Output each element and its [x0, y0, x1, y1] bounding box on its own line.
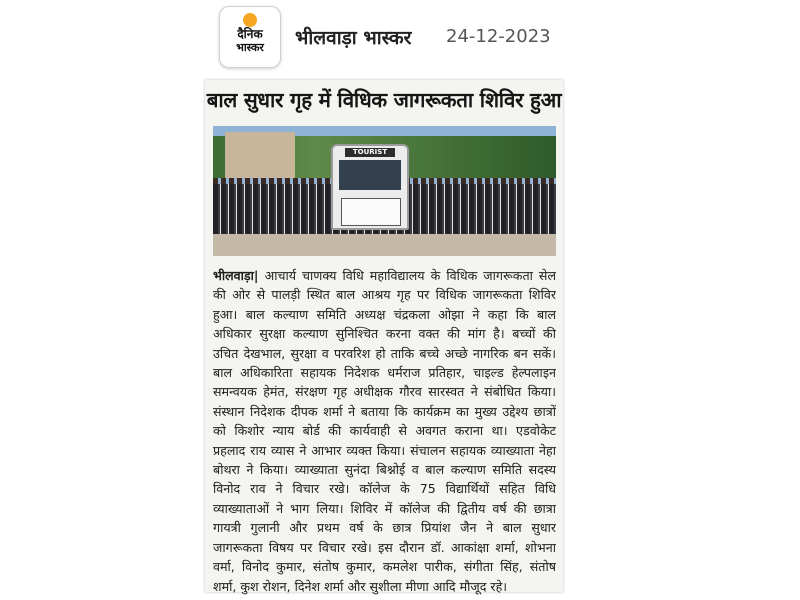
article-line: हुआ। बाल कल्याण समिति अध्यक्ष चंद्रकला ओझा ने कहा कि बाल: [213, 306, 556, 322]
article-line: भीलवाड़ा| आचार्य चाणक्य विधि महाविद्यालय के विधिक जागरूकता सेल: [213, 268, 556, 283]
bus-sign: [345, 148, 395, 157]
article-line: समन्वयक हेमंत, संरक्षण गृह अधीक्षक गौरव सारस्वत ने संबोधित किया।: [213, 384, 556, 400]
newspaper-clipping: [205, 80, 563, 592]
article-line: उचित देखभाल, सुरक्षा व परवरिश हो ताकि बच्चे अच्छे नागरिक बन सकें।: [213, 345, 556, 361]
bus-windshield: [339, 160, 401, 190]
article-line: को किशोर न्याय बोर्ड की कार्यवाही से अवगत कराना था। एडवोकेट: [213, 423, 556, 439]
article-line: शर्मा, कुश रोशन, दिनेश शर्मा और सुशीला मीणा आदि मौजूद रहे।: [213, 578, 508, 594]
article-line: अधिकार सुरक्षा कल्याण सुनिश्चित करना वक्त की मांग है। बच्चों की: [213, 326, 556, 342]
article-line: गायत्री गुलानी और प्रथम वर्ष के छात्र प्रियांश जैन ने बाल सुधार: [213, 520, 556, 536]
edition-name: भीलवाड़ा भास्कर: [295, 27, 412, 49]
photo-bus: [331, 144, 409, 230]
sun-icon: [243, 13, 257, 27]
article-line: संस्थान निदेशक दीपक शर्मा ने बताया कि कार्यक्रम का मुख्य उद्देश्य छात्रों: [213, 403, 556, 419]
article-line: बोथरा ने किया। व्याख्याता सुनंदा बिश्नोई व बाल कल्याण समिति सदस्य: [213, 462, 556, 478]
article-line: बाल अधिकारिता सहायक निदेशक धर्मराज प्रतिहार, चाइल्ड हेल्पलाइन: [213, 365, 556, 381]
article-body: [213, 266, 556, 596]
photo-ground: [213, 234, 556, 256]
article-line: की ओर से पालड़ी स्थित बाल आश्रय गृह पर विधिक जागरूकता शिविर: [213, 287, 556, 303]
article-line: विनोद राव ने विचार रखे। कॉलेज के 75 विद्यार्थियों सहित विधि: [213, 481, 556, 497]
article-line: जागरूकता विषय पर विचार रखे। इस दौरान डॉ. आकांक्षा शर्मा, शोभना: [213, 539, 556, 555]
logo-text-line2: भास्कर: [236, 41, 264, 54]
dainik-bhaskar-logo: [219, 6, 281, 68]
article-line: वर्मा, विनोद कुमार, संतोष कुमार, कमलेश पारीक, संगीता सिंह, संतोष: [213, 559, 556, 575]
logo-text-line1: दैनिक: [237, 27, 263, 41]
article-line: व्याख्याताओं ने भाग लिया। शिविर में कॉलेज की द्वितीय वर्ष की छात्रा: [213, 500, 556, 516]
page-header: [215, 4, 560, 62]
article-dateline: भीलवाड़ा|: [213, 268, 259, 283]
article-headline: बाल सुधार गृह में विधिक जागरूकता शिविर हुआ: [206, 88, 562, 112]
article-photo: [213, 126, 556, 256]
article-line: प्रहलाद राय व्यास ने आभार व्यक्त किया। संचालन सहायक व्याख्याता नेहा: [213, 442, 556, 458]
bus-banner: [341, 198, 401, 226]
bus-sign-text: TOURIST: [352, 148, 388, 156]
publication-date: 24-12-2023: [446, 26, 551, 47]
